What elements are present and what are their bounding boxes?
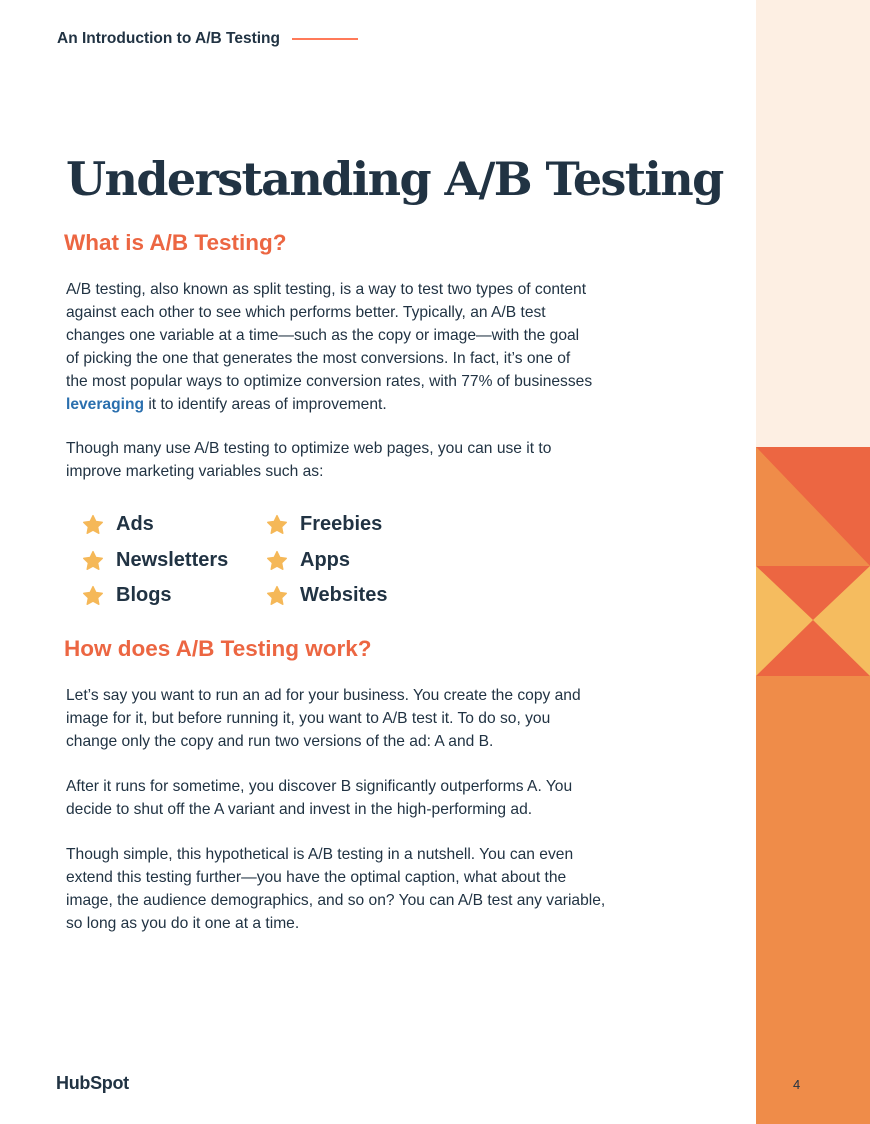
star-icon — [82, 514, 104, 536]
p1-line-6-tail: it to identify areas of improvement. — [144, 396, 387, 413]
side-panel-cream — [756, 0, 870, 447]
running-header — [57, 30, 358, 48]
p5-line-2: extend this testing further—you have the optimal caption, what about the — [66, 869, 567, 886]
p3-line-3: change only the copy and run two versions of the ad: A and B. — [66, 733, 494, 750]
p1-line-2: against each other to see which performs better. Typically, an A/B test — [66, 304, 546, 321]
star-icon — [266, 550, 288, 572]
hubspot-logo-text: HubSpot — [56, 1073, 129, 1093]
header-accent-line — [292, 38, 358, 40]
paragraph-example — [66, 684, 656, 753]
list-item-label: Ads — [116, 513, 154, 535]
p5-line-3: image, the audience demographics, and so on? You can A/B test any variable, — [66, 892, 606, 909]
p4-line-1: After it runs for sometime, you discover B significantly outperforms A. You — [66, 778, 573, 795]
paragraph-summary — [66, 843, 656, 935]
p3-line-2: image for it, but before running it, you want to A/B test it. To do so, you — [66, 710, 551, 727]
decorative-side-panel — [756, 0, 870, 1124]
star-icon — [82, 585, 104, 607]
list-item-label: Apps — [300, 549, 350, 571]
star-icon — [82, 550, 104, 572]
leveraging-link[interactable]: leveraging — [66, 396, 144, 413]
paragraph-result — [66, 775, 656, 821]
section-heading-how-it-works: How does A/B Testing work? — [64, 636, 372, 661]
list-item-label: Blogs — [116, 584, 172, 606]
paragraph-uses — [66, 437, 656, 483]
p5-line-1: Though simple, this hypothetical is A/B testing in a nutshell. You can even — [66, 846, 574, 863]
list-item-apps — [266, 549, 350, 572]
p1-line-4: of picking the one that generates the most conversions. In fact, it’s one of — [66, 350, 571, 367]
star-icon — [266, 514, 288, 536]
list-item-websites — [266, 584, 387, 607]
p2-line-1: Though many use A/B testing to optimize web pages, you can use it to — [66, 440, 552, 457]
list-item-label: Freebies — [300, 513, 383, 535]
p5-line-4: so long as you do it one at a time. — [66, 915, 300, 932]
list-item-label: Websites — [300, 584, 388, 606]
list-item-freebies — [266, 513, 382, 536]
section-heading-what-is: What is A/B Testing? — [64, 230, 287, 255]
header-title: An Introduction to A/B Testing — [57, 30, 280, 47]
list-item-blogs — [82, 584, 172, 607]
p1-line-1: A/B testing, also known as split testing, is a way to test two types of content — [66, 281, 587, 298]
p1-line-3: changes one variable at a time—such as the copy or image—with the goal — [66, 327, 580, 344]
list-item-label: Newsletters — [116, 549, 229, 571]
p2-line-2: improve marketing variables such as: — [66, 463, 324, 480]
paragraph-definition — [66, 278, 656, 416]
star-icon — [266, 585, 288, 607]
list-item-newsletters — [82, 549, 228, 572]
p1-line-5: the most popular ways to optimize conversion rates, with 77% of businesses — [66, 373, 593, 390]
page-number: 4 — [793, 1077, 801, 1092]
p4-line-2: decide to shut off the A variant and invest in the high-performing ad. — [66, 801, 533, 818]
list-item-ads — [82, 513, 154, 536]
page-title: Understanding A/B Testing — [66, 152, 723, 206]
hubspot-logo — [56, 1073, 129, 1094]
p3-line-1: Let’s say you want to run an ad for your business. You create the copy and — [66, 687, 581, 704]
